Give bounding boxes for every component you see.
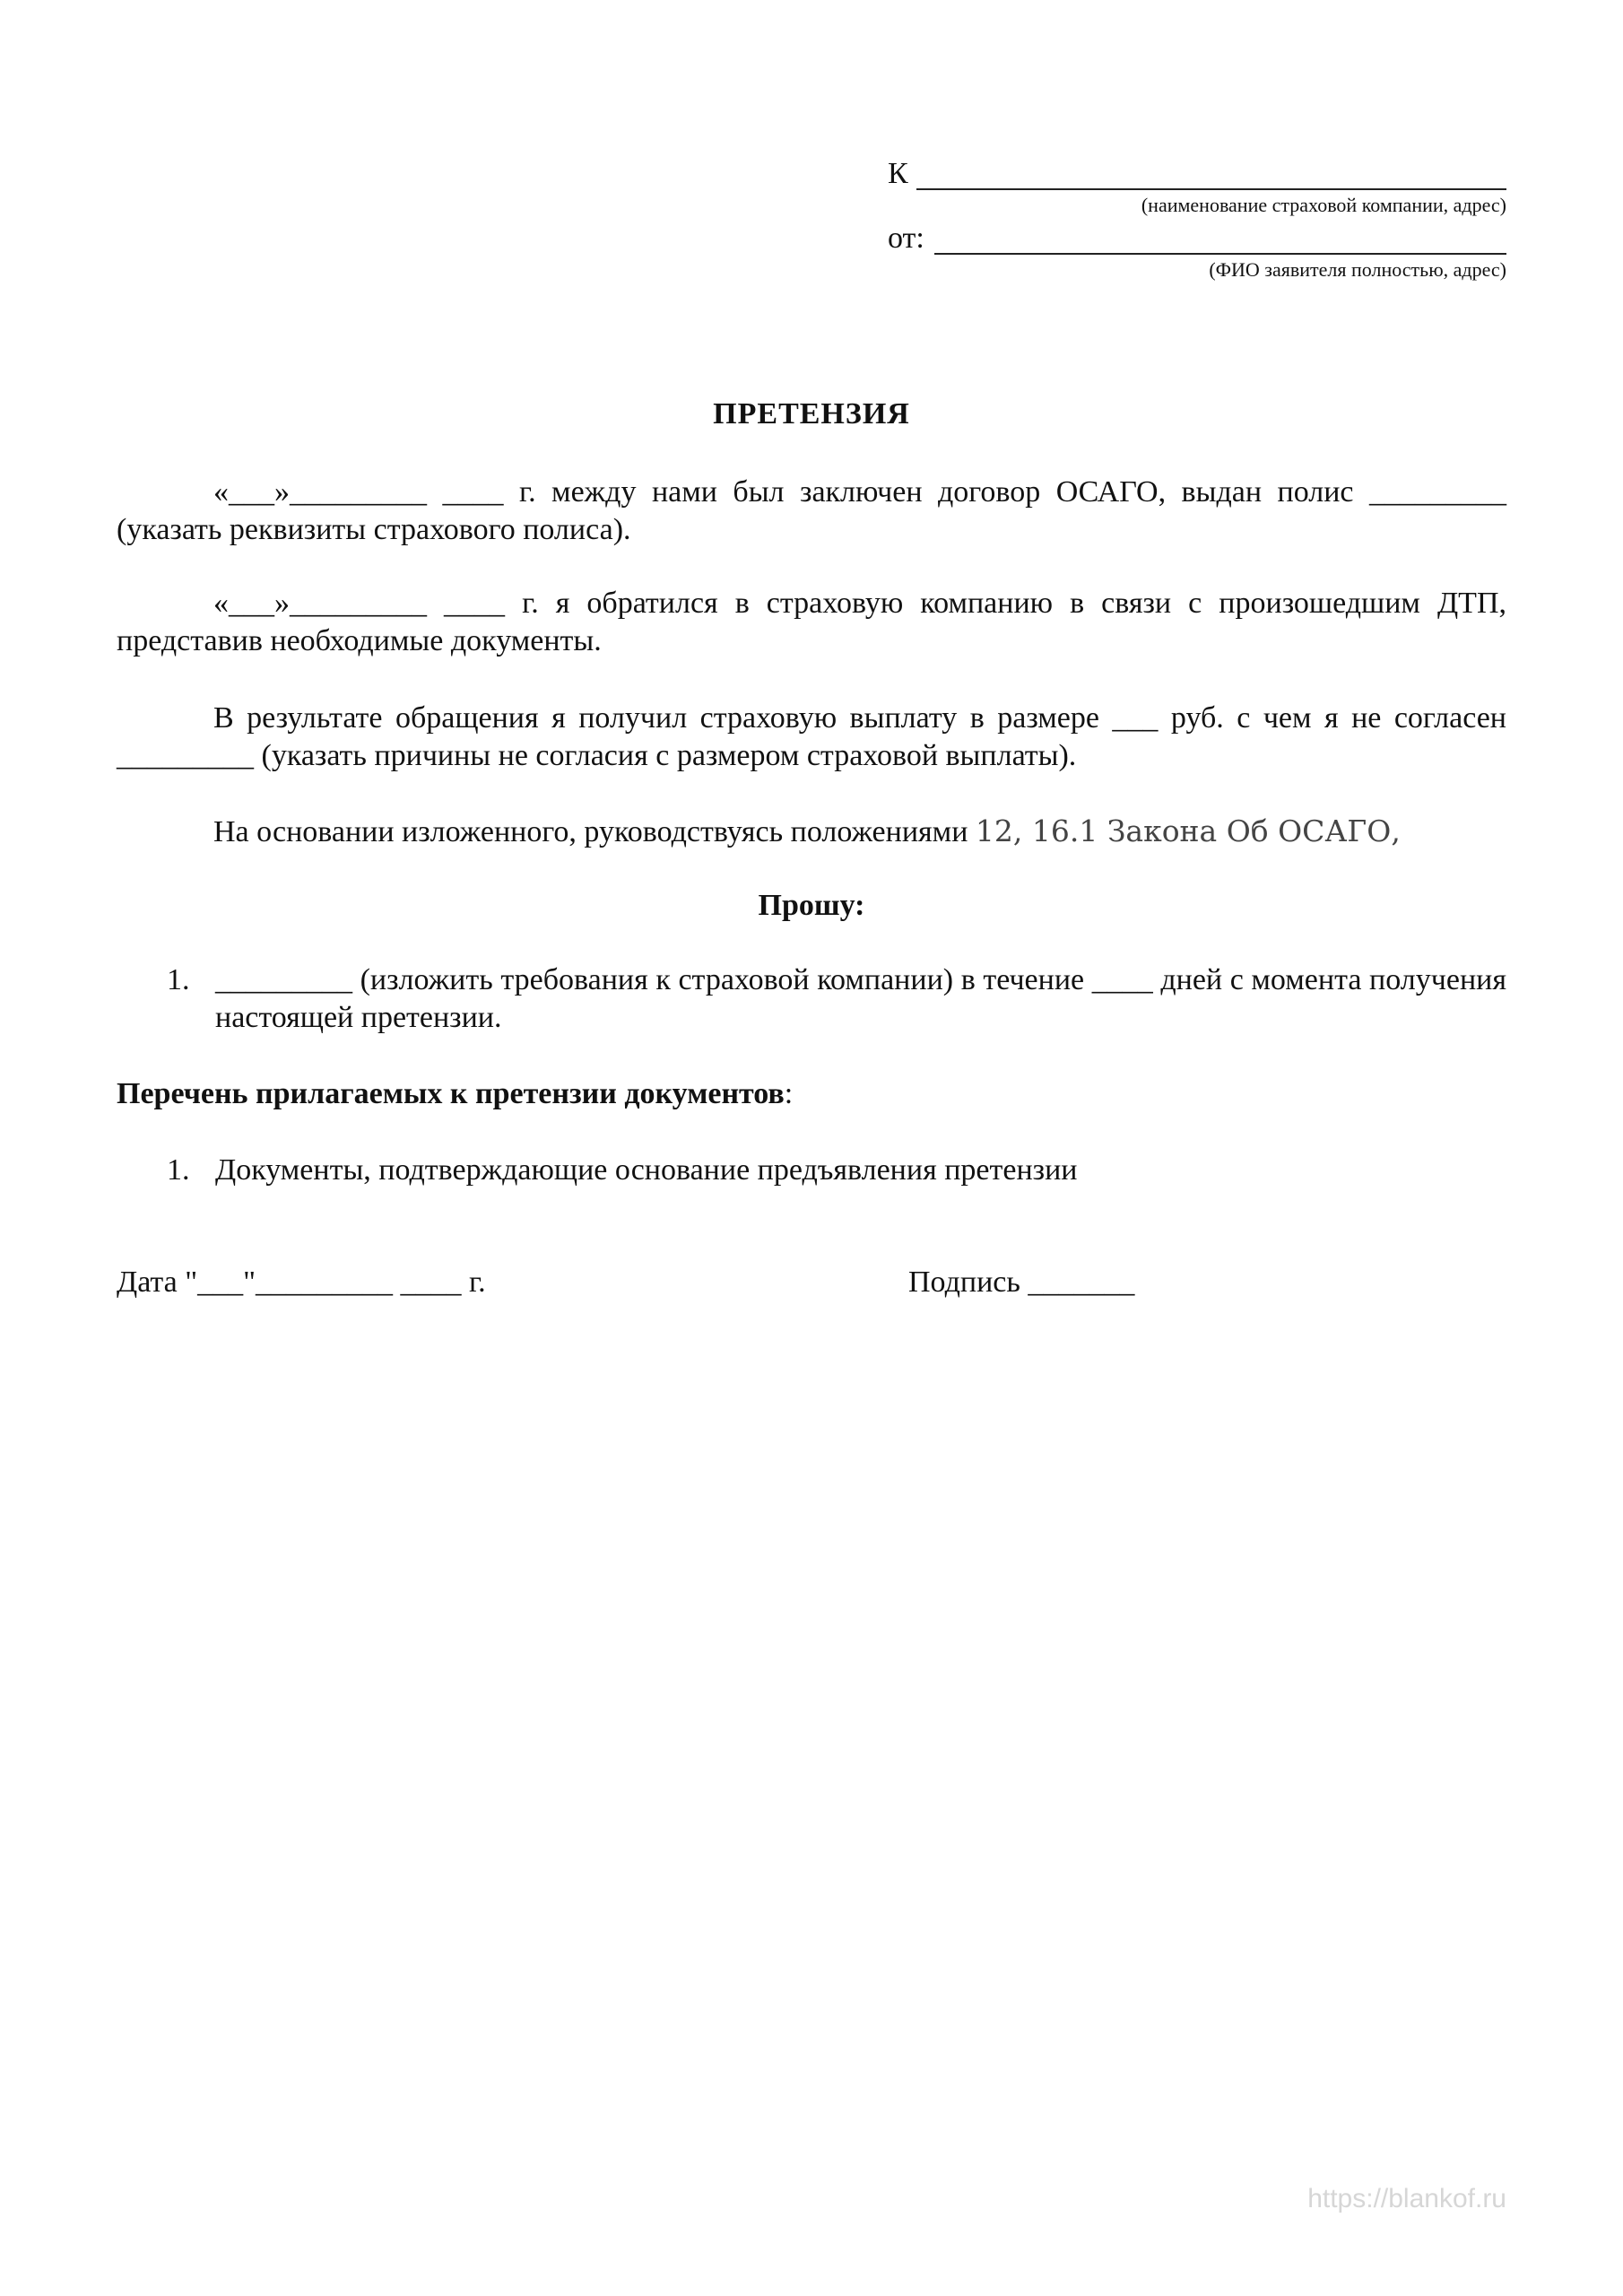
attachments-heading <box>117 1076 793 1112</box>
to-label: К <box>888 157 908 190</box>
paragraph-basis <box>117 813 1506 851</box>
request-heading: Прошу: <box>758 889 865 922</box>
paragraph-contract: «___»_________ ____ г. между нами был заключен договор ОСАГО, выдан полис _________ (указать реквизиты страхового полиса). <box>117 475 1506 546</box>
attachments-heading-text: Перечень прилагаемых к претензии документов <box>117 1077 785 1110</box>
law-reference: 12, 16.1 Закона Об ОСАГО, <box>975 813 1401 848</box>
date-field: Дата "___"_________ ____ г. <box>117 1265 486 1299</box>
site-watermark: https://blankof.ru <box>1307 2184 1506 2213</box>
basis-text: На основании изложенного, руководствуясь положениями <box>213 815 976 848</box>
attachment-item-number: 1. <box>167 1153 190 1187</box>
request-item-number: 1. <box>167 963 190 996</box>
paragraph-payment: В результате обращения я получил страховую выплату в размере ___ руб. с чем я не согласен _________ (указать причины не согласия с размером страховой выплаты). <box>117 701 1506 772</box>
paragraph-appeal: «___»_________ ____ г. я обратился в страховую компанию в связи с произошедшим ДТП, представив необходимые документы. <box>117 587 1506 657</box>
document-title: ПРЕТЕНЗИЯ <box>713 397 910 430</box>
from-blank-line <box>934 253 1506 255</box>
to-blank-line <box>916 188 1506 190</box>
attachment-item-text: Документы, подтверждающие основание предъявления претензии <box>215 1153 1078 1187</box>
request-item-text: _________ (изложить требования к страховой компании) в течение ____ дней с момента получения настоящей претензии. <box>215 963 1506 1034</box>
from-label: от: <box>888 222 924 255</box>
to-caption: (наименование страховой компании, адрес) <box>1141 194 1506 216</box>
signature-field: Подпись _______ <box>908 1265 1135 1299</box>
from-caption: (ФИО заявителя полностью, адрес) <box>1209 258 1506 281</box>
attachments-heading-colon: : <box>784 1077 794 1110</box>
